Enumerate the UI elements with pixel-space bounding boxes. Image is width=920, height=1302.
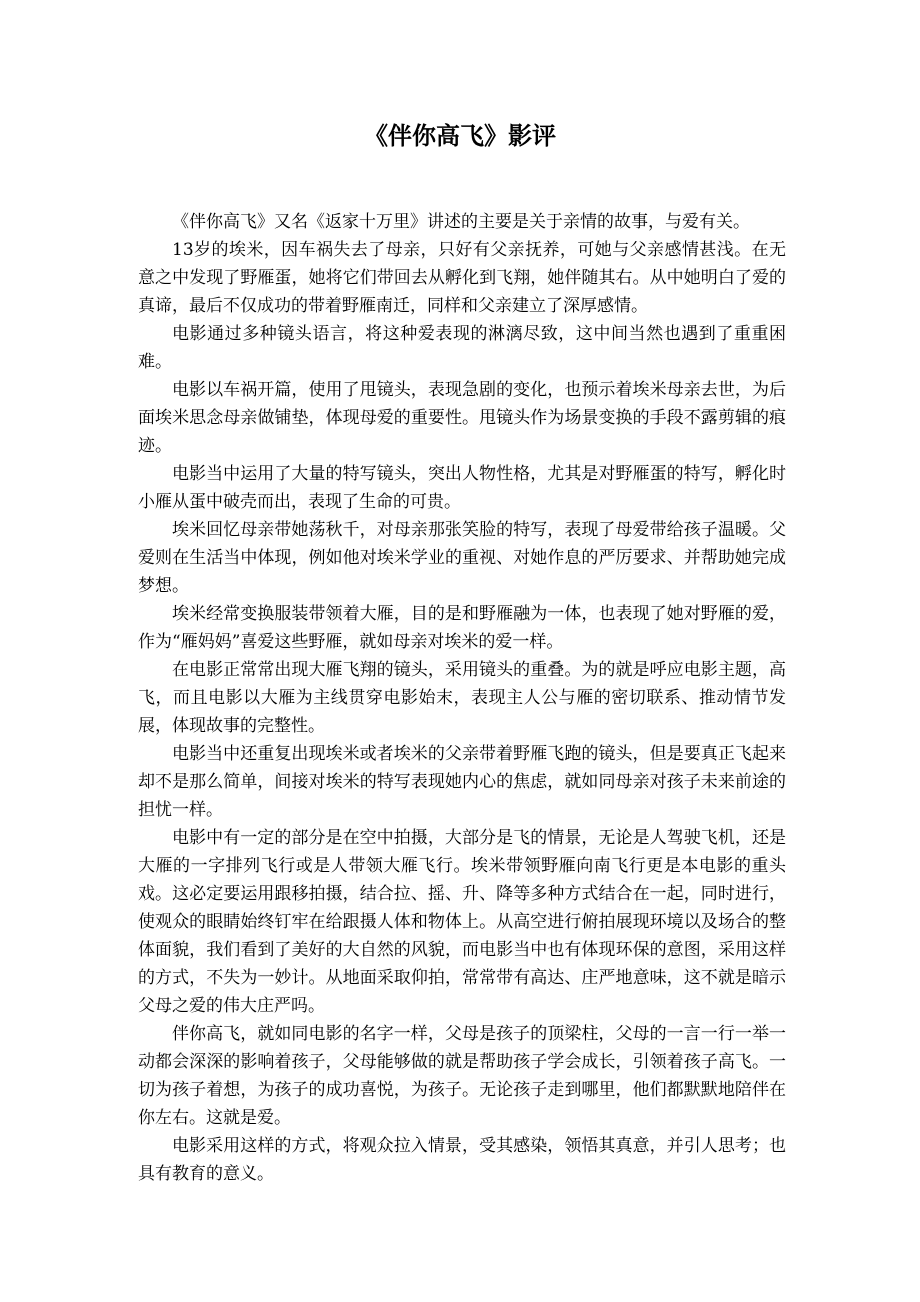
paragraph: 电影采用这样的方式，将观众拉入情景，受其感染，领悟其真意，并引人思考；也具有教育的意义。	[138, 1136, 786, 1184]
paragraph: 《伴你高飞》又名《返家十万里》讲述的主要是关于亲情的故事，与爱有关。	[172, 212, 750, 232]
paragraph: 埃米经常变换服装带领着大雁，目的是和野雁融为一体，也表现了她对野雁的爱，作为“雁妈妈”喜爱这些野雁，就如母亲对埃米的爱一样。	[138, 604, 786, 652]
paragraph: 电影当中运用了大量的特写镜头，突出人物性格，尤其是对野雁蛋的特写，孵化时小雁从蛋中破壳而出，表现了生命的可贵。	[138, 464, 786, 512]
document-body	[138, 208, 786, 1188]
paragraph: 伴你高飞，就如同电影的名字一样，父母是孩子的顶梁柱，父母的一言一行一举一动都会深深的影响着孩子，父母能够做的就是帮助孩子学会成长，引领着孩子高飞。一切为孩子着想，为孩子的成功喜悦，为孩子。无论孩子走到哪里，他们都默默地陪伴在你左右。这就是爱。	[138, 1024, 786, 1128]
document-title: 《伴你高飞》影评	[364, 121, 556, 150]
paragraph: 13岁的埃米，因车祸失去了母亲，只好有父亲抚养，可她与父亲感情甚浅。在无意之中发现了野雁蛋，她将它们带回去从孵化到飞翔，她伴随其右。从中她明白了爱的真谛，最后不仅成功的带着野雁南迁，同样和父亲建立了深厚感情。	[138, 240, 786, 316]
paragraph: 电影中有一定的部分是在空中拍摄，大部分是飞的情景，无论是人驾驶飞机，还是大雁的一字排列飞行或是人带领大雁飞行。埃米带领野雁向南飞行更是本电影的重头戏。这必定要运用跟移拍摄，结合拉、摇、升、降等多种方式结合在一起，同时进行，使观众的眼睛始终钉牢在给跟摄人体和物体上。从高空进行俯拍展现环境以及场合的整体面貌，我们看到了美好的大自然的风貌，而电影当中也有体现环保的意图，采用这样的方式，不失为一妙计。从地面采取仰拍，常常带有高达、庄严地意味，这不就是暗示父母之爱的伟大庄严吗。	[138, 828, 786, 1016]
paragraph: 埃米回忆母亲带她荡秋千，对母亲那张笑脸的特写，表现了母爱带给孩子温暖。父爱则在生活当中体现，例如他对埃米学业的重视、对她作息的严厉要求、并帮助她完成梦想。	[138, 520, 786, 596]
paragraph: 电影当中还重复出现埃米或者埃米的父亲带着野雁飞跑的镜头，但是要真正飞起来却不是那么简单，间接对埃米的特写表现她内心的焦虑，就如同母亲对孩子未来前途的担忧一样。	[138, 744, 786, 820]
paragraph: 电影通过多种镜头语言，将这种爱表现的淋漓尽致，这中间当然也遇到了重重困难。	[138, 324, 786, 372]
paragraph: 电影以车祸开篇，使用了甩镜头，表现急剧的变化，也预示着埃米母亲去世，为后面埃米思念母亲做铺垫，体现母爱的重要性。甩镜头作为场景变换的手段不露剪辑的痕迹。	[138, 380, 786, 456]
paragraph: 在电影正常常出现大雁飞翔的镜头，采用镜头的重叠。为的就是呼应电影主题，高飞，而且电影以大雁为主线贯穿电影始末，表现主人公与雁的密切联系、推动情节发展，体现故事的完整性。	[138, 660, 786, 736]
